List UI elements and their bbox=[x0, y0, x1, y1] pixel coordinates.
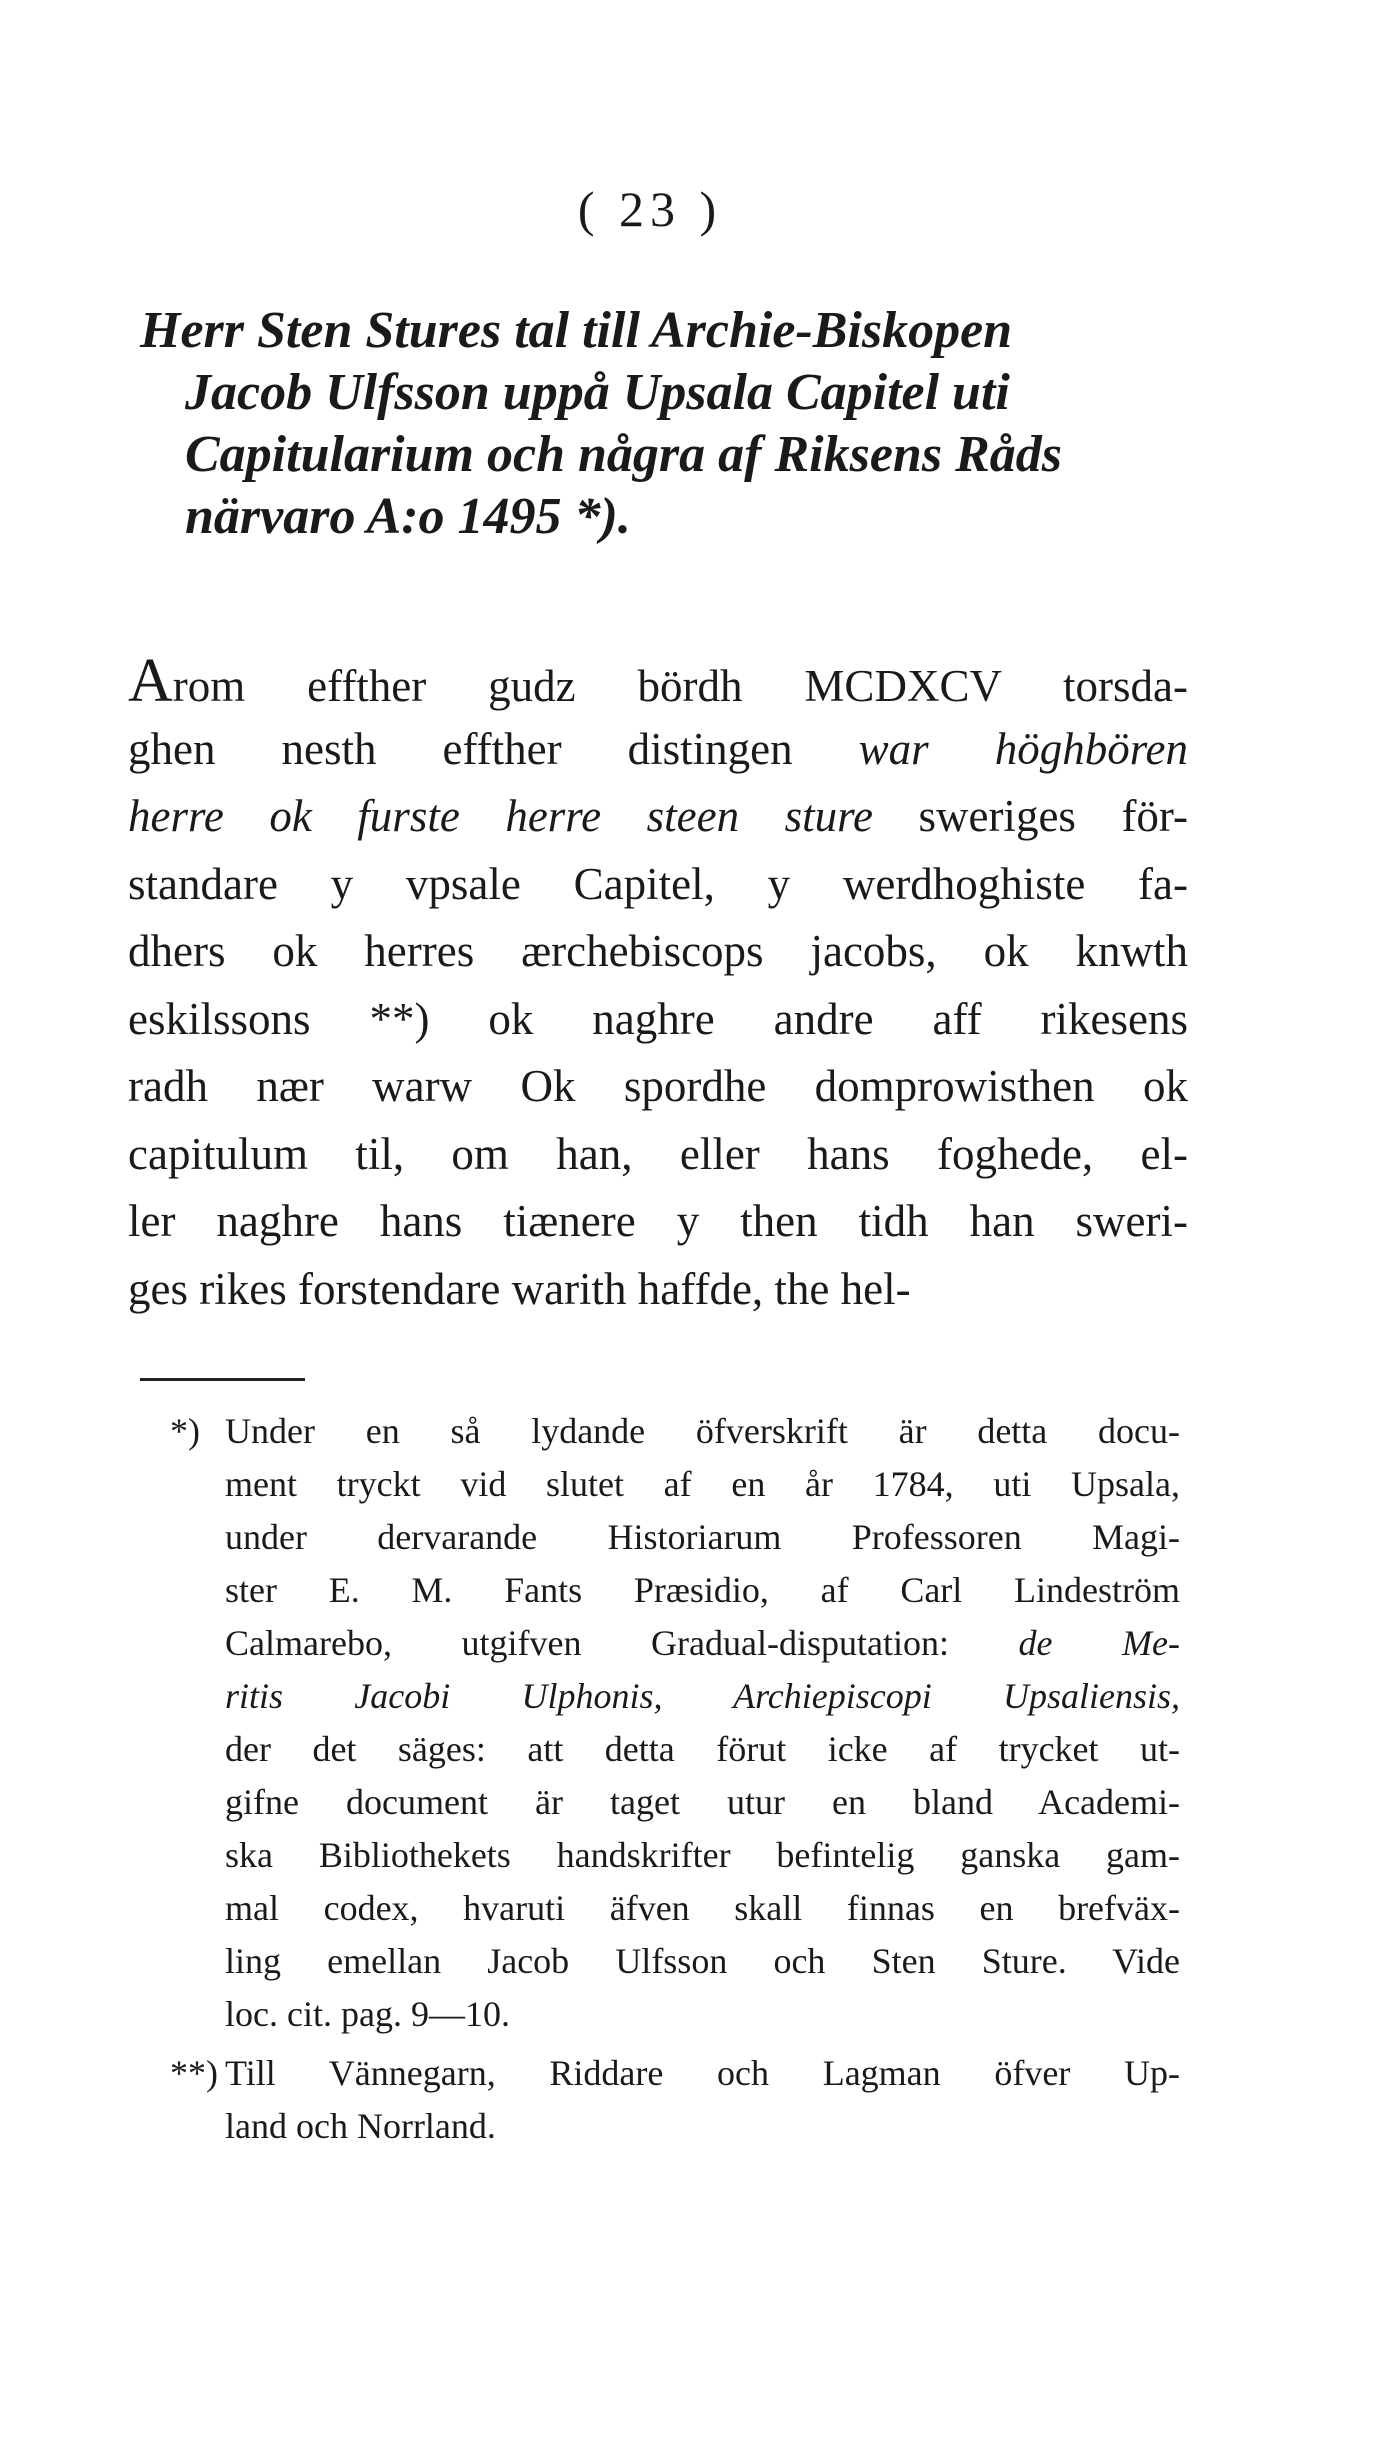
body-line bbox=[128, 1121, 1188, 1189]
text-segment: ges rikes forstendare warith haffde, the hel- bbox=[128, 1263, 911, 1314]
text-segment: Till Vännegarn, Riddare och Lagman öfver Up- bbox=[225, 2053, 1180, 2093]
text-segment: ment tryckt vid slutet af en år 1784, uti Upsala, bbox=[225, 1464, 1180, 1504]
body-line bbox=[128, 1256, 1188, 1324]
text-segment: capitulum til, om han, eller hans foghede, el- bbox=[128, 1128, 1188, 1179]
text-segment: standare y vpsale Capitel, y werdhoghiste fa- bbox=[128, 858, 1188, 909]
text-segment: rom effther gudz bördh MCDXCV torsda- bbox=[172, 661, 1188, 711]
text-segment: dhers ok herres ærchebiscops jacobs, ok knwth bbox=[128, 926, 1188, 976]
footnote-line bbox=[225, 1617, 1180, 1670]
footnote-line bbox=[225, 1405, 1180, 1458]
body-line bbox=[128, 648, 1188, 716]
text-segment: eskilssons **) ok naghre andre aff rikesens bbox=[128, 993, 1188, 1044]
text-segment: der det säges: att detta förut icke af trycket ut- bbox=[225, 1729, 1180, 1769]
text-segment: land och Norrland. bbox=[225, 2106, 496, 2146]
text-segment: ler naghre hans tiænere y then tidh han sweri- bbox=[128, 1196, 1188, 1246]
footnote-rule bbox=[140, 1378, 305, 1381]
footnote-marker: *) bbox=[170, 1411, 200, 1451]
text-segment: gifne document är taget utur en bland Academi- bbox=[225, 1782, 1180, 1822]
drop-cap: A bbox=[128, 647, 173, 715]
footnotes bbox=[170, 1405, 1180, 2153]
text-segment: ska Bibliothekets handskrifter befintelig ganska gam- bbox=[225, 1835, 1180, 1875]
footnote-line bbox=[225, 2100, 1180, 2153]
text-segment: under dervarande Historiarum Professoren Magi- bbox=[225, 1517, 1180, 1557]
footnote-line bbox=[225, 1882, 1180, 1935]
body-line bbox=[128, 783, 1188, 851]
page-number: ( 23 ) bbox=[577, 181, 723, 237]
body-line bbox=[128, 1188, 1188, 1256]
footnote-line bbox=[225, 1670, 1180, 1723]
title-line: Herr Sten Stures tal till Archie-Biskopen bbox=[140, 302, 1013, 359]
text-segment: war höghbören bbox=[858, 723, 1189, 774]
footnote-line bbox=[225, 1935, 1180, 1988]
footnote-line bbox=[225, 1776, 1180, 1829]
footnote-line bbox=[225, 1988, 1180, 2041]
body-line bbox=[128, 918, 1188, 986]
footnote bbox=[170, 1405, 1180, 2041]
footnote-line bbox=[225, 1458, 1180, 1511]
text-segment: radh nær warw Ok spordhe domprowisthen ok bbox=[128, 1061, 1188, 1111]
text-segment: ster E. M. Fants Præsidio, af Carl Lindeström bbox=[225, 1570, 1180, 1610]
text-segment: sweriges för- bbox=[918, 791, 1188, 841]
body-line bbox=[128, 986, 1188, 1054]
footnote-line bbox=[225, 2047, 1180, 2100]
text-segment: mal codex, hvaruti äfven skall finnas en brefväx- bbox=[225, 1888, 1180, 1928]
text-segment: ritis Jacobi Ulphonis, Archiepiscopi Upsaliensis, bbox=[225, 1676, 1180, 1716]
footnote-line bbox=[225, 1829, 1180, 1882]
footnote-line bbox=[225, 1511, 1180, 1564]
body-line bbox=[128, 851, 1188, 919]
title-line: Capitularium och några af Riksens Råds bbox=[185, 426, 1062, 483]
text-segment: Calmarebo, utgifven Gradual-disputation: bbox=[225, 1623, 1019, 1663]
text-segment: herre ok furste herre steen sture bbox=[128, 791, 919, 841]
text-segment: de Me- bbox=[1018, 1623, 1181, 1663]
body-line bbox=[128, 716, 1188, 784]
text-segment: ling emellan Jacob Ulfsson och Sten Sture. Vide bbox=[225, 1941, 1180, 1981]
footnote-line bbox=[225, 1564, 1180, 1617]
footnote-line bbox=[225, 1723, 1180, 1776]
footnote-marker: **) bbox=[170, 2053, 218, 2093]
footnote bbox=[170, 2047, 1180, 2153]
title-line: Jacob Ulfsson uppå Upsala Capitel uti bbox=[185, 364, 1010, 421]
chapter-title bbox=[130, 300, 1180, 548]
title-line: närvaro A:o 1495 *). bbox=[185, 488, 631, 545]
body-line bbox=[128, 1053, 1188, 1121]
text-segment: loc. cit. pag. 9—10. bbox=[225, 1994, 510, 2034]
body-text bbox=[128, 648, 1188, 1323]
text-segment: Under en så lydande öfverskrift är detta docu- bbox=[225, 1411, 1180, 1451]
text-segment: ghen nesth effther distingen bbox=[128, 723, 859, 774]
